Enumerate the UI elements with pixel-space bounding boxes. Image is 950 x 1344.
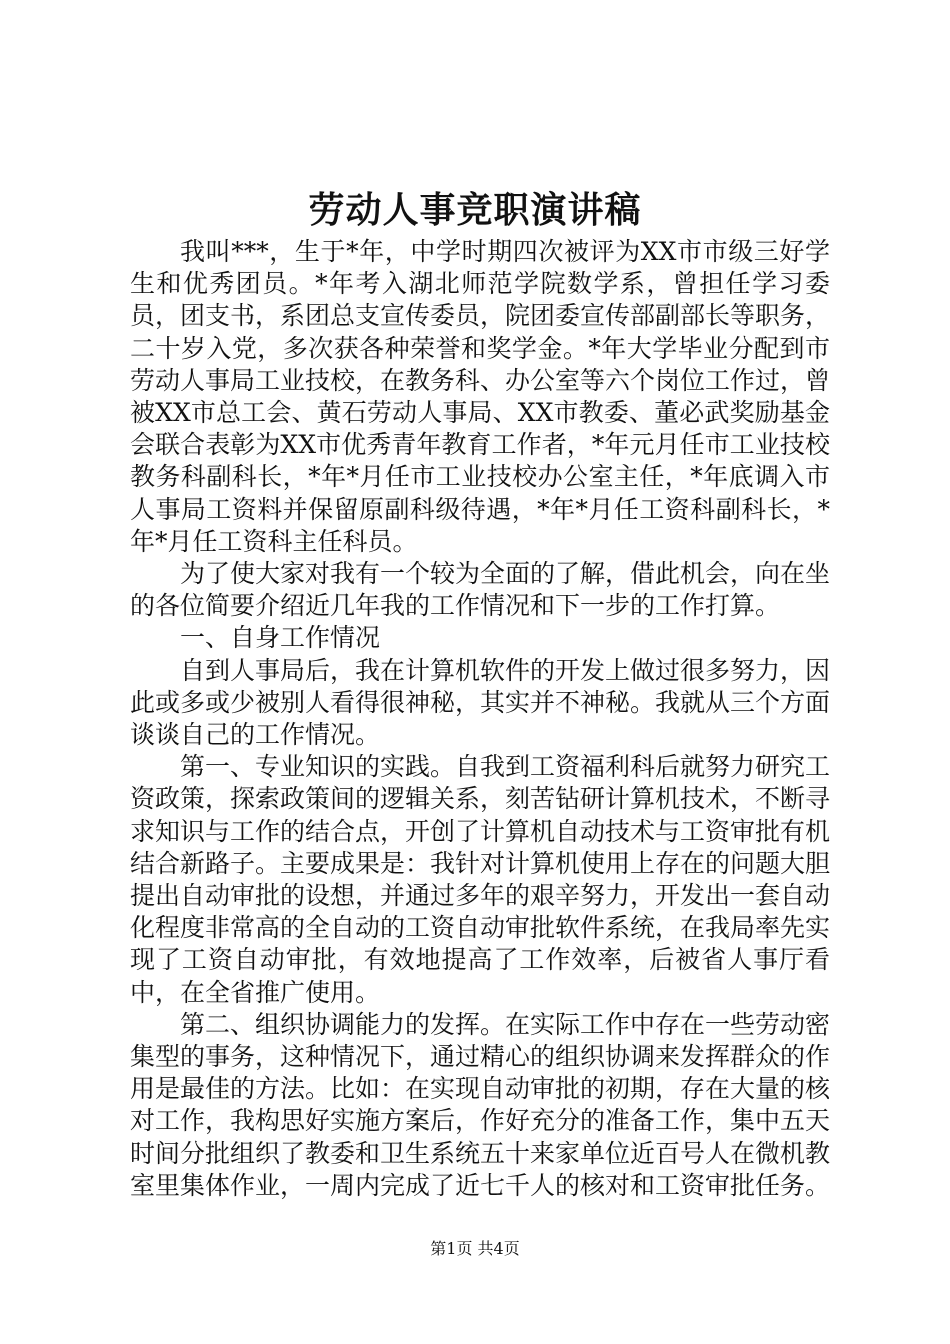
paragraph-first-point: 第一、专业知识的实践。自我到工资福利科后就努力研究工资政策，探索政策间的逻辑关系，刻苦钻研计算机技术，不断寻求知识与工作的结合点，开创了计算机自动技术与工资审批有机结合新路子。主要成果是：我针对计算机使用上存在的问题大胆提出自动审批的设想，并通过多年的艰辛努力，开发出一套自动化程度非常高的全自动的工资自动审批软件系统，在我局率先实现了工资自动审批，有效地提高了工作效率，后被省人事厅看中，在全省推广使用。 xyxy=(130,752,831,1007)
document-title: 劳动人事竞职演讲稿 xyxy=(308,189,642,231)
paragraph-second-point: 第二、组织协调能力的发挥。在实际工作中存在一些劳动密集型的事务，这种情况下，通过精心的组织协调来发挥群众的作用是最佳的方法。比如：在实现自动审批的初期，存在大量的核对工作，我构思好实施方案后，作好充分的准备工作，集中五天时间分批组织了教委和卫生系统五十来家单位近百号人在微机教室里集体作业，一周内完成了近七千人的核对和工资审批任务。 xyxy=(130,1009,831,1200)
page-number-footer: 第1页 共4页 xyxy=(430,1239,520,1258)
paragraph-overview: 自到人事局后，我在计算机软件的开发上做过很多努力，因此或多或少被别人看得很神秘，其实并不神秘。我就从三个方面谈谈自己的工作情况。 xyxy=(130,655,831,750)
paragraph-purpose: 为了使大家对我有一个较为全面的了解，借此机会，向在坐的各位简要介绍近几年我的工作情况和下一步的工作打算。 xyxy=(130,559,831,621)
document-body xyxy=(130,236,830,1202)
paragraph-intro: 我叫***，生于*年，中学时期四次被评为XX市市级三好学生和优秀团员。*年考入湖北师范学院数学系，曾担任学习委员，团支书，系团总支宣传委员，院团委宣传部副部长等职务，二十岁入党，多次获各种荣誉和奖学金。*年大学毕业分配到市劳动人事局工业技校，在教务科、办公室等六个岗位工作过，曾被XX市总工会、黄石劳动人事局、XX市教委、董必武奖励基金会联合表彰为XX市优秀青年教育工作者，*年元月任市工业技校教务科副科长，*年*月任市工业技校办公室主任，*年底调入市人事局工资料并保留原副科级待遇，*年*月任工资科副科长，*年*月任工资科主任科员。 xyxy=(130,237,831,556)
section-heading: 一、自身工作情况 xyxy=(180,623,381,653)
